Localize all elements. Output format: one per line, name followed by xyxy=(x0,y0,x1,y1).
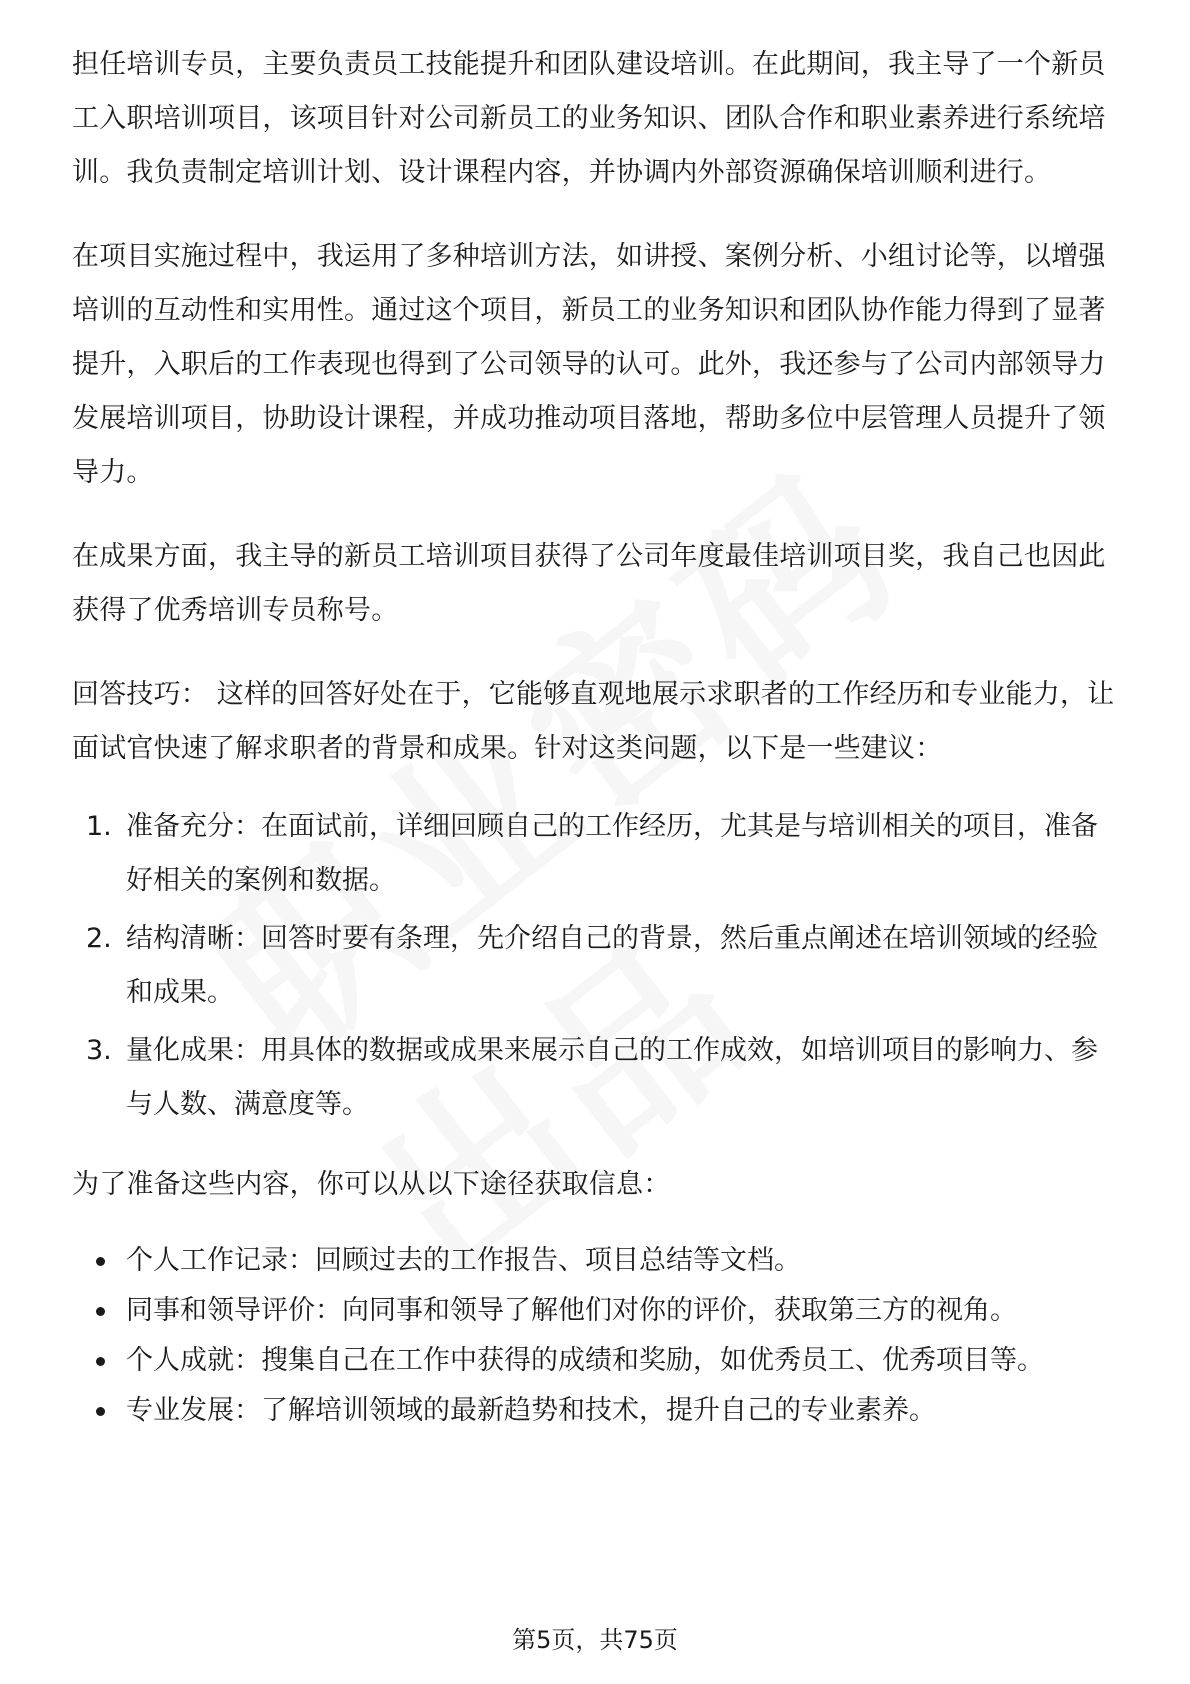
list-item xyxy=(72,1386,1122,1436)
list-item-text: 个人工作记录：回顾过去的工作报告、项目总结等文档。 xyxy=(126,1245,801,1276)
list-item xyxy=(72,912,1122,1020)
paragraph-answer-tips: 回答技巧： 这样的回答好处在于，它能够直观地展示求职者的工作经历和专业能力，让面试官快速了解求职者的背景和成果。针对这类问题，以下是一些建议： xyxy=(72,679,1115,764)
list-item xyxy=(72,1286,1122,1336)
bullet-icon xyxy=(96,1357,105,1366)
paragraph-results: 在成果方面，我主导的新员工培训项目获得了公司年度最佳培训项目奖，我自己也因此获得了优秀培训专员称号。 xyxy=(72,541,1106,626)
list-item-text: 准备充分：在面试前，详细回顾自己的工作经历，尤其是与培训相关的项目，准备好相关的案例和数据。 xyxy=(126,811,1098,896)
list-number: 3. xyxy=(86,1035,112,1066)
paragraph-implementation: 在项目实施过程中，我运用了多种培训方法，如讲授、案例分析、小组讨论等，以增强培训的互动性和实用性。通过这个项目，新员工的业务知识和团队协作能力得到了显著提升，入职后的工作表现也得到了公司领导的认可。此外，我还参与了公司内部领导力发展培训项目，协助设计课程，并成功推动项目落地，帮助多位中层管理人员提升了领导力。 xyxy=(72,241,1106,488)
list-item xyxy=(72,1024,1122,1132)
suggestion-list xyxy=(72,800,1122,1132)
list-number: 2. xyxy=(86,923,112,954)
bullet-icon xyxy=(96,1407,105,1416)
list-item-text: 结构清晰：回答时要有条理，先介绍自己的背景，然后重点阐述在培训领域的经验和成果。 xyxy=(126,923,1098,1008)
paragraph-experience: 担任培训专员，主要负责员工技能提升和团队建设培训。在此期间，我主导了一个新员工入职培训项目，该项目针对公司新员工的业务知识、团队合作和职业素养进行系统培训。我负责制定培训计划、设计课程内容，并协调内外部资源确保培训顺利进行。 xyxy=(72,49,1106,188)
bullet-icon xyxy=(96,1257,105,1266)
document-page xyxy=(72,38,1122,1436)
source-list xyxy=(72,1236,1122,1436)
list-item xyxy=(72,800,1122,908)
page-number: 第5页，共75页 xyxy=(512,1626,678,1654)
list-item-text: 个人成就：搜集自己在工作中获得的成绩和奖励，如优秀员工、优秀项目等。 xyxy=(126,1345,1044,1376)
list-item-text: 同事和领导评价：向同事和领导了解他们对你的评价，获取第三方的视角。 xyxy=(126,1295,1017,1326)
bullet-icon xyxy=(96,1307,105,1316)
list-item xyxy=(72,1236,1122,1286)
list-item xyxy=(72,1336,1122,1386)
list-item-text: 量化成果：用具体的数据或成果来展示自己的工作成效，如培训项目的影响力、参与人数、满意度等。 xyxy=(126,1035,1098,1120)
list-item-text: 专业发展：了解培训领域的最新趋势和技术，提升自己的专业素养。 xyxy=(126,1395,936,1426)
paragraph-sources-intro: 为了准备这些内容，你可以从以下途径获取信息： xyxy=(72,1169,671,1200)
list-number: 1. xyxy=(86,811,112,842)
